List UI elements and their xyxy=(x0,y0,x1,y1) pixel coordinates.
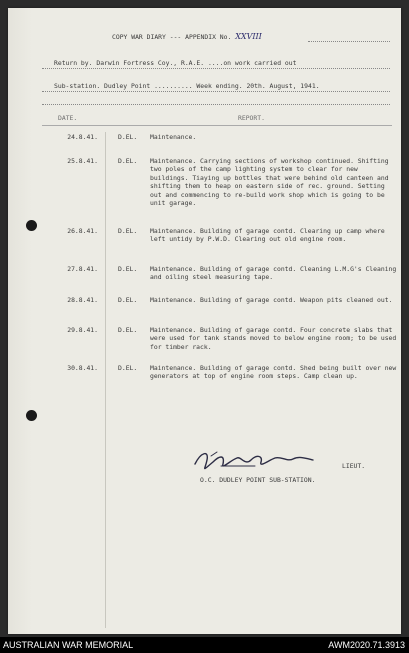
entry-date: 29.8.41. xyxy=(67,326,98,334)
archive-name: AUSTRALIAN WAR MEMORIAL xyxy=(3,640,134,650)
accession-number: AWM2020.71.3913 xyxy=(328,640,405,650)
entry-text: Maintenance. Carrying sections of workshop continued. Shifting two poles of the camp lighting system to clear for new buildings. Tiaying up bottles that were behind old canteen and shifting them to heap on eastern side of rec. ground. Setting out and commencing to re-build work shop which is going to be unit garage. xyxy=(150,157,389,208)
column-divider xyxy=(105,132,106,628)
handwritten-signature xyxy=(191,446,321,478)
entry-unit: D.EL. xyxy=(118,326,138,334)
entry-text: Maintenance. Building of garage contd. Shed being built over new generators at top of engine room steps. Camp clean up. xyxy=(150,364,397,381)
entry-date: 27.8.41. xyxy=(67,265,98,273)
binding-strip xyxy=(8,8,32,634)
sub-station-line: Sub-station. Dudley Point .......... Week ending. 20th. August, 1941. xyxy=(54,82,320,90)
entry-unit: D.EL. xyxy=(118,364,138,372)
archive-footer xyxy=(0,637,409,653)
punch-hole xyxy=(26,410,37,421)
entry-unit: D.EL. xyxy=(118,227,138,235)
entry-text: Maintenance. xyxy=(150,133,197,141)
entry-text: Maintenance. Building of garage contd. Cleaning L.M.G's Cleaning and oiling steel measuring tape. xyxy=(150,265,397,282)
entry-date: 25.8.41. xyxy=(67,157,98,165)
entry-unit: D.EL. xyxy=(118,157,138,165)
appendix-number: XXVIII xyxy=(235,32,262,41)
entry-text: Maintenance. Building of garage contd. Weapon pits cleaned out. xyxy=(150,296,393,304)
entry-date: 26.8.41. xyxy=(67,227,98,235)
entry-date: 24.8.41. xyxy=(67,133,98,141)
return-by-line: Return by. Darwin Fortress Coy., R.A.E. ....on work carried out xyxy=(54,59,297,67)
column-header-report: REPORT. xyxy=(238,114,265,122)
entry-text: Maintenance. Building of garage contd. Clearing up camp where left untidy by P.W.D. Clearing out old engine room. xyxy=(150,227,385,244)
entry-date: 28.8.41. xyxy=(67,296,98,304)
dotted-rule xyxy=(42,104,390,105)
diary-title: COPY WAR DIARY --- APPENDIX No. XXVIII xyxy=(112,32,262,41)
entry-date: 30.8.41. xyxy=(67,364,98,372)
dotted-rule xyxy=(42,68,390,69)
signature-title: O.C. DUDLEY POINT SUB-STATION. xyxy=(200,476,316,484)
column-header-date: DATE. xyxy=(58,114,78,122)
dotted-rule xyxy=(42,91,390,92)
entry-text: Maintenance. Building of garage contd. Four concrete slabs that were used for tank stands moved to below engine room; to be used for timber rack. xyxy=(150,326,397,351)
entry-unit: D.EL. xyxy=(118,296,138,304)
document-page xyxy=(8,8,401,634)
entry-unit: D.EL. xyxy=(118,265,138,273)
dotted-rule xyxy=(308,41,390,42)
signature-rank: LIEUT. xyxy=(342,462,366,470)
entry-unit: D.EL. xyxy=(118,133,138,141)
header-rule xyxy=(42,125,392,126)
